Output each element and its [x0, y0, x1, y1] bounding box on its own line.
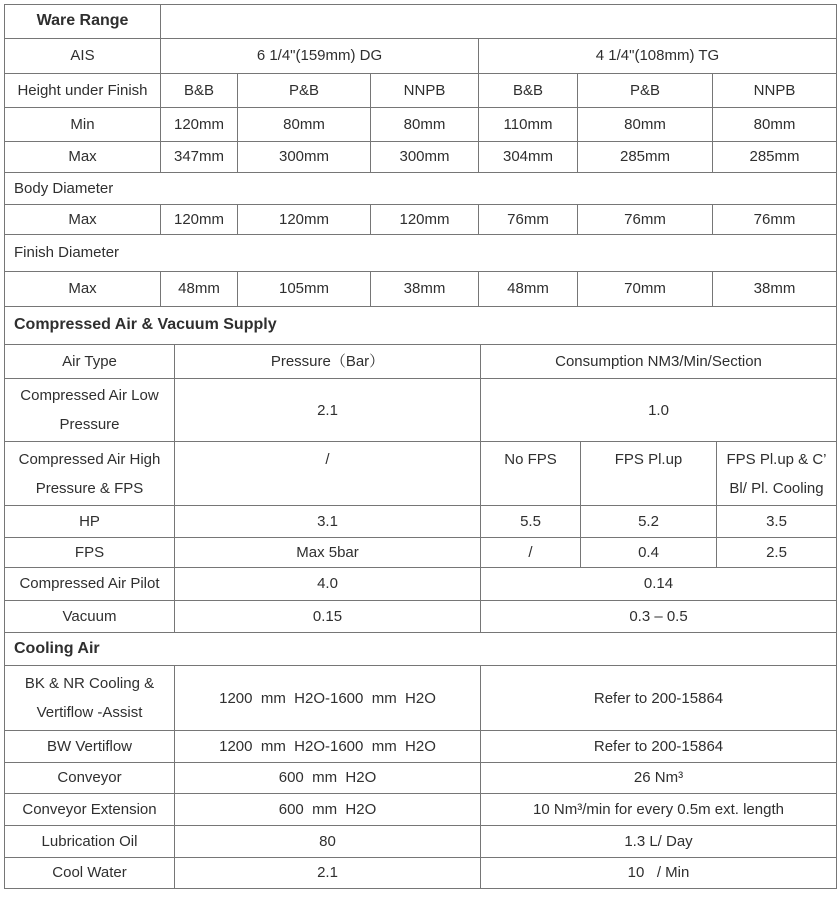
finish-max-value: 48mm: [161, 272, 238, 307]
table-row: [5, 345, 837, 379]
high-pressure-label: Compressed Air High Pressure & FPS: [5, 442, 175, 506]
low-pressure-label: Compressed Air Low Pressure: [5, 379, 175, 442]
hp-pressure: 3.1: [175, 506, 481, 538]
min-label: Min: [5, 108, 161, 142]
body-max-value: 120mm: [371, 205, 479, 235]
finish-max-value: 105mm: [238, 272, 371, 307]
huf-col-bb-left: B&B: [161, 74, 238, 108]
table-row: [5, 272, 837, 307]
bw-vertiflow-value: 1200 mm H2O-1600 mm H2O: [175, 731, 481, 763]
bk-nr-cooling-value: 1200 mm H2O-1600 mm H2O: [175, 666, 481, 731]
lubrication-oil-value: 80: [175, 826, 481, 858]
bw-vertiflow-consumption: Refer to 200-15864: [481, 731, 837, 763]
height-under-finish-label: Height under Finish: [5, 74, 161, 108]
high-pressure-fps-plup: FPS Pl.up: [581, 442, 717, 506]
finish-max-value: 38mm: [713, 272, 837, 307]
min-value: 110mm: [479, 108, 578, 142]
table-row: [5, 731, 837, 763]
max-value: 304mm: [479, 142, 578, 173]
finish-diameter-heading: Finish Diameter: [5, 235, 837, 272]
bk-nr-cooling-consumption: Refer to 200-15864: [481, 666, 837, 731]
lubrication-oil-consumption: 1.3 L/ Day: [481, 826, 837, 858]
huf-col-nnpb-left: NNPB: [371, 74, 479, 108]
min-value: 80mm: [713, 108, 837, 142]
low-pressure-value: 2.1: [175, 379, 481, 442]
low-pressure-consumption: 1.0: [481, 379, 837, 442]
min-value: 80mm: [371, 108, 479, 142]
hp-consumption: 5.2: [581, 506, 717, 538]
fps-consumption: /: [481, 538, 581, 568]
body-max-value: 120mm: [161, 205, 238, 235]
huf-col-bb-right: B&B: [479, 74, 578, 108]
hp-consumption: 3.5: [717, 506, 837, 538]
ais-left-machine: 6 1/4"(159mm) DG: [161, 39, 479, 74]
cool-water-label: Cool Water: [5, 858, 175, 889]
high-pressure-no-fps: No FPS: [481, 442, 581, 506]
cooling-air-section-heading: Cooling Air: [5, 633, 837, 666]
huf-col-pb-left: P&B: [238, 74, 371, 108]
hp-consumption: 5.5: [481, 506, 581, 538]
conveyor-value: 600 mm H2O: [175, 763, 481, 794]
compressed-air-section-heading: Compressed Air & Vacuum Supply: [5, 307, 837, 345]
table-row: [5, 538, 837, 568]
vacuum-consumption: 0.3 – 0.5: [481, 601, 837, 633]
body-max-value: 120mm: [238, 205, 371, 235]
table-row: [5, 5, 837, 39]
ware-range-title: Ware Range: [5, 5, 161, 39]
hp-label: HP: [5, 506, 175, 538]
finish-max-value: 38mm: [371, 272, 479, 307]
table-row: [5, 379, 837, 442]
cooling-air-table: [4, 632, 837, 889]
fps-pressure: Max 5bar: [175, 538, 481, 568]
vacuum-pressure: 0.15: [175, 601, 481, 633]
table-row: [5, 307, 837, 345]
min-value: 80mm: [578, 108, 713, 142]
table-row: [5, 601, 837, 633]
huf-col-nnpb-right: NNPB: [713, 74, 837, 108]
finish-max-label: Max: [5, 272, 161, 307]
table-row: [5, 826, 837, 858]
min-value: 120mm: [161, 108, 238, 142]
ware-range-table: [4, 4, 837, 307]
pilot-pressure: 4.0: [175, 568, 481, 601]
table-row: [5, 858, 837, 889]
table-row: [5, 173, 837, 205]
lubrication-oil-label: Lubrication Oil: [5, 826, 175, 858]
huf-col-pb-right: P&B: [578, 74, 713, 108]
table-row: [5, 568, 837, 601]
table-row: [5, 74, 837, 108]
table-row: [5, 108, 837, 142]
table-row: [5, 205, 837, 235]
table-row: [5, 142, 837, 173]
conveyor-extension-value: 600 mm H2O: [175, 794, 481, 826]
body-max-value: 76mm: [479, 205, 578, 235]
conveyor-extension-label: Conveyor Extension: [5, 794, 175, 826]
consumption-header: Consumption NM3/Min/Section: [481, 345, 837, 379]
high-pressure-value: /: [175, 442, 481, 506]
max-value: 300mm: [371, 142, 479, 173]
table-row: [5, 235, 837, 272]
cool-water-consumption: 10 / Min: [481, 858, 837, 889]
table-row: [5, 666, 837, 731]
conveyor-label: Conveyor: [5, 763, 175, 794]
finish-max-value: 48mm: [479, 272, 578, 307]
bk-nr-cooling-label: BK & NR Cooling & Vertiflow -Assist: [5, 666, 175, 731]
cool-water-value: 2.1: [175, 858, 481, 889]
body-max-value: 76mm: [713, 205, 837, 235]
compressed-air-table: [4, 306, 837, 633]
bw-vertiflow-label: BW Vertiflow: [5, 731, 175, 763]
table-row: [5, 794, 837, 826]
vacuum-label: Vacuum: [5, 601, 175, 633]
ware-range-empty-cell: [161, 5, 837, 39]
body-max-label: Max: [5, 205, 161, 235]
max-value: 285mm: [713, 142, 837, 173]
ais-right-machine: 4 1/4"(108mm) TG: [479, 39, 837, 74]
table-row: [5, 633, 837, 666]
min-value: 80mm: [238, 108, 371, 142]
table-row: [5, 506, 837, 538]
body-max-value: 76mm: [578, 205, 713, 235]
table-row: [5, 763, 837, 794]
fps-consumption: 2.5: [717, 538, 837, 568]
fps-label: FPS: [5, 538, 175, 568]
conveyor-extension-consumption: 10 Nm³/min for every 0.5m ext. length: [481, 794, 837, 826]
high-pressure-fps-plup-cooling: FPS Pl.up & C’ Bl/ Pl. Cooling: [717, 442, 837, 506]
max-value: 300mm: [238, 142, 371, 173]
max-value: 285mm: [578, 142, 713, 173]
air-type-header: Air Type: [5, 345, 175, 379]
pressure-header: Pressure（Bar）: [175, 345, 481, 379]
ais-label: AIS: [5, 39, 161, 74]
table-row: [5, 442, 837, 506]
body-diameter-heading: Body Diameter: [5, 173, 837, 205]
pilot-consumption: 0.14: [481, 568, 837, 601]
max-label: Max: [5, 142, 161, 173]
conveyor-consumption: 26 Nm³: [481, 763, 837, 794]
pilot-label: Compressed Air Pilot: [5, 568, 175, 601]
table-row: [5, 39, 837, 74]
fps-consumption: 0.4: [581, 538, 717, 568]
max-value: 347mm: [161, 142, 238, 173]
finish-max-value: 70mm: [578, 272, 713, 307]
